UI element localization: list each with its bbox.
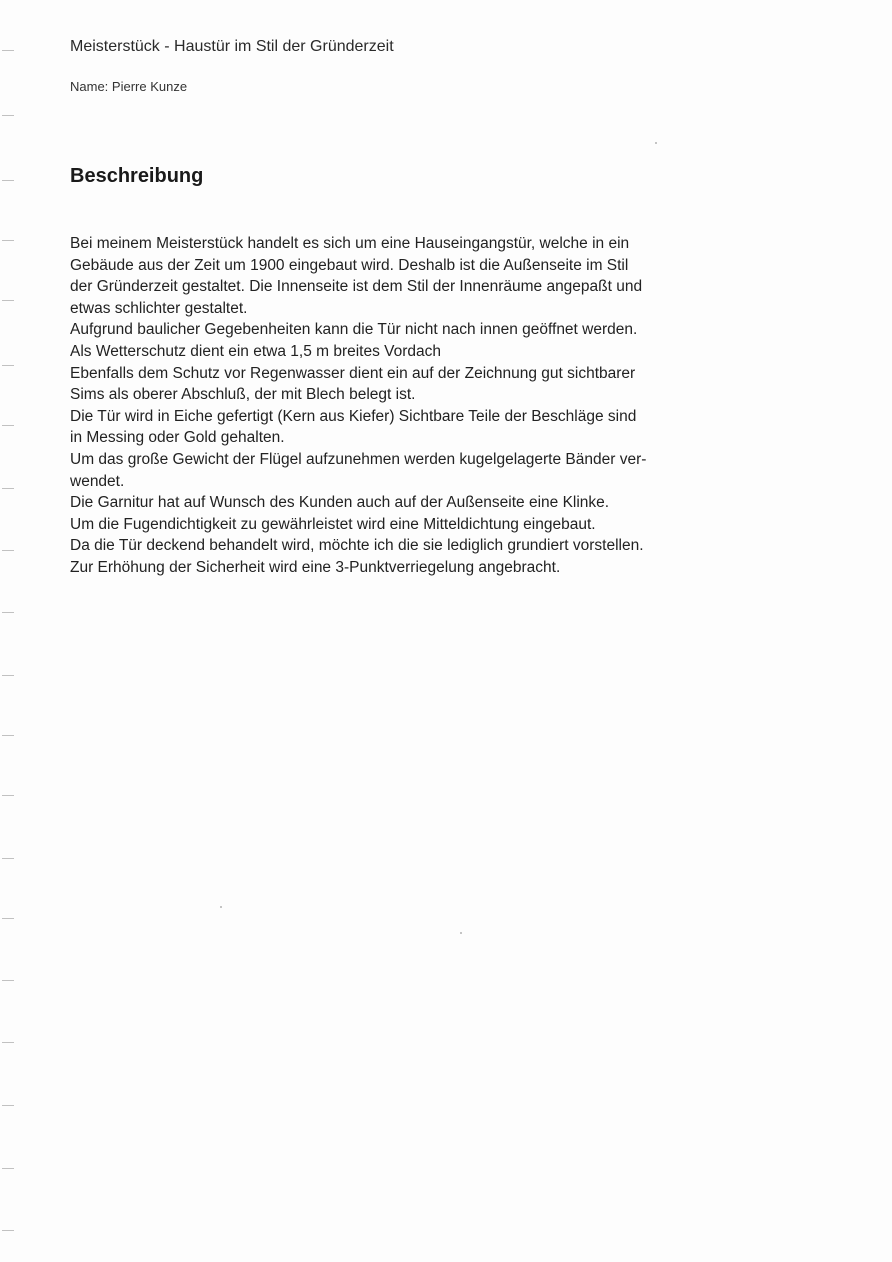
binding-mark	[2, 115, 14, 116]
author-name: Name: Pierre Kunze	[70, 79, 188, 94]
text-line: in Messing oder Gold gehalten.	[70, 429, 285, 447]
binding-mark	[2, 612, 14, 613]
text-line: Aufgrund baulicher Gegebenheiten kann die Tür nicht nach innen geöffnet werden.	[70, 321, 638, 339]
binding-mark	[2, 980, 14, 981]
text-line: Die Tür wird in Eiche gefertigt (Kern aus Kiefer) Sichtbare Teile der Beschläge sind	[70, 407, 637, 425]
binding-mark	[2, 425, 14, 426]
description-text	[70, 233, 790, 579]
binding-mark	[2, 1230, 14, 1231]
text-line: Zur Erhöhung der Sicherheit wird eine 3-Punktverriegelung angebracht.	[70, 558, 561, 576]
text-line: Um das große Gewicht der Flügel aufzunehmen werden kugelgelagerte Bänder ver-	[70, 450, 647, 468]
section-heading: Beschreibung	[70, 165, 204, 187]
text-line: Da die Tür deckend behandelt wird, möchte ich die sie lediglich grundiert vorstellen.	[70, 537, 644, 555]
binding-mark	[2, 180, 14, 181]
binding-mark	[2, 858, 14, 859]
binding-mark	[2, 50, 14, 51]
binding-mark	[2, 735, 14, 736]
text-line: Bei meinem Meisterstück handelt es sich um eine Hauseingangstür, welche in ein	[70, 235, 630, 252]
binding-mark	[2, 918, 14, 919]
scan-speck	[220, 906, 222, 908]
scan-speck	[460, 932, 462, 934]
text-line: Sims als oberer Abschluß, der mit Blech belegt ist.	[70, 386, 416, 404]
binding-mark	[2, 240, 14, 241]
text-line: der Gründerzeit gestaltet. Die Innenseite ist dem Stil der Innenräume angepaßt und	[70, 278, 643, 296]
binding-mark	[2, 488, 14, 489]
text-line: Als Wetterschutz dient ein etwa 1,5 m breites Vordach	[70, 342, 442, 360]
binding-mark	[2, 675, 14, 676]
binding-mark	[2, 1042, 14, 1043]
text-line: Die Garnitur hat auf Wunsch des Kunden auch auf der Außenseite eine Klinke.	[70, 494, 610, 512]
text-line: etwas schlichter gestaltet.	[70, 299, 248, 317]
binding-edge	[0, 0, 40, 1262]
text-line: Um die Fugendichtigkeit zu gewährleistet wird eine Mitteldichtung eingebaut.	[70, 515, 596, 533]
binding-mark	[2, 1168, 14, 1169]
binding-mark	[2, 300, 14, 301]
binding-mark	[2, 1105, 14, 1106]
document-title: Meisterstück - Haustür im Stil der Gründerzeit	[70, 38, 394, 55]
text-line: wendet.	[70, 472, 125, 490]
text-line: Ebenfalls dem Schutz vor Regenwasser dient ein auf der Zeichnung gut sichtbarer	[70, 364, 636, 382]
text-line: Gebäude aus der Zeit um 1900 eingebaut wird. Deshalb ist die Außenseite im Stil	[70, 256, 629, 274]
binding-mark	[2, 795, 14, 796]
scan-speck	[655, 142, 657, 144]
binding-mark	[2, 550, 14, 551]
binding-mark	[2, 365, 14, 366]
